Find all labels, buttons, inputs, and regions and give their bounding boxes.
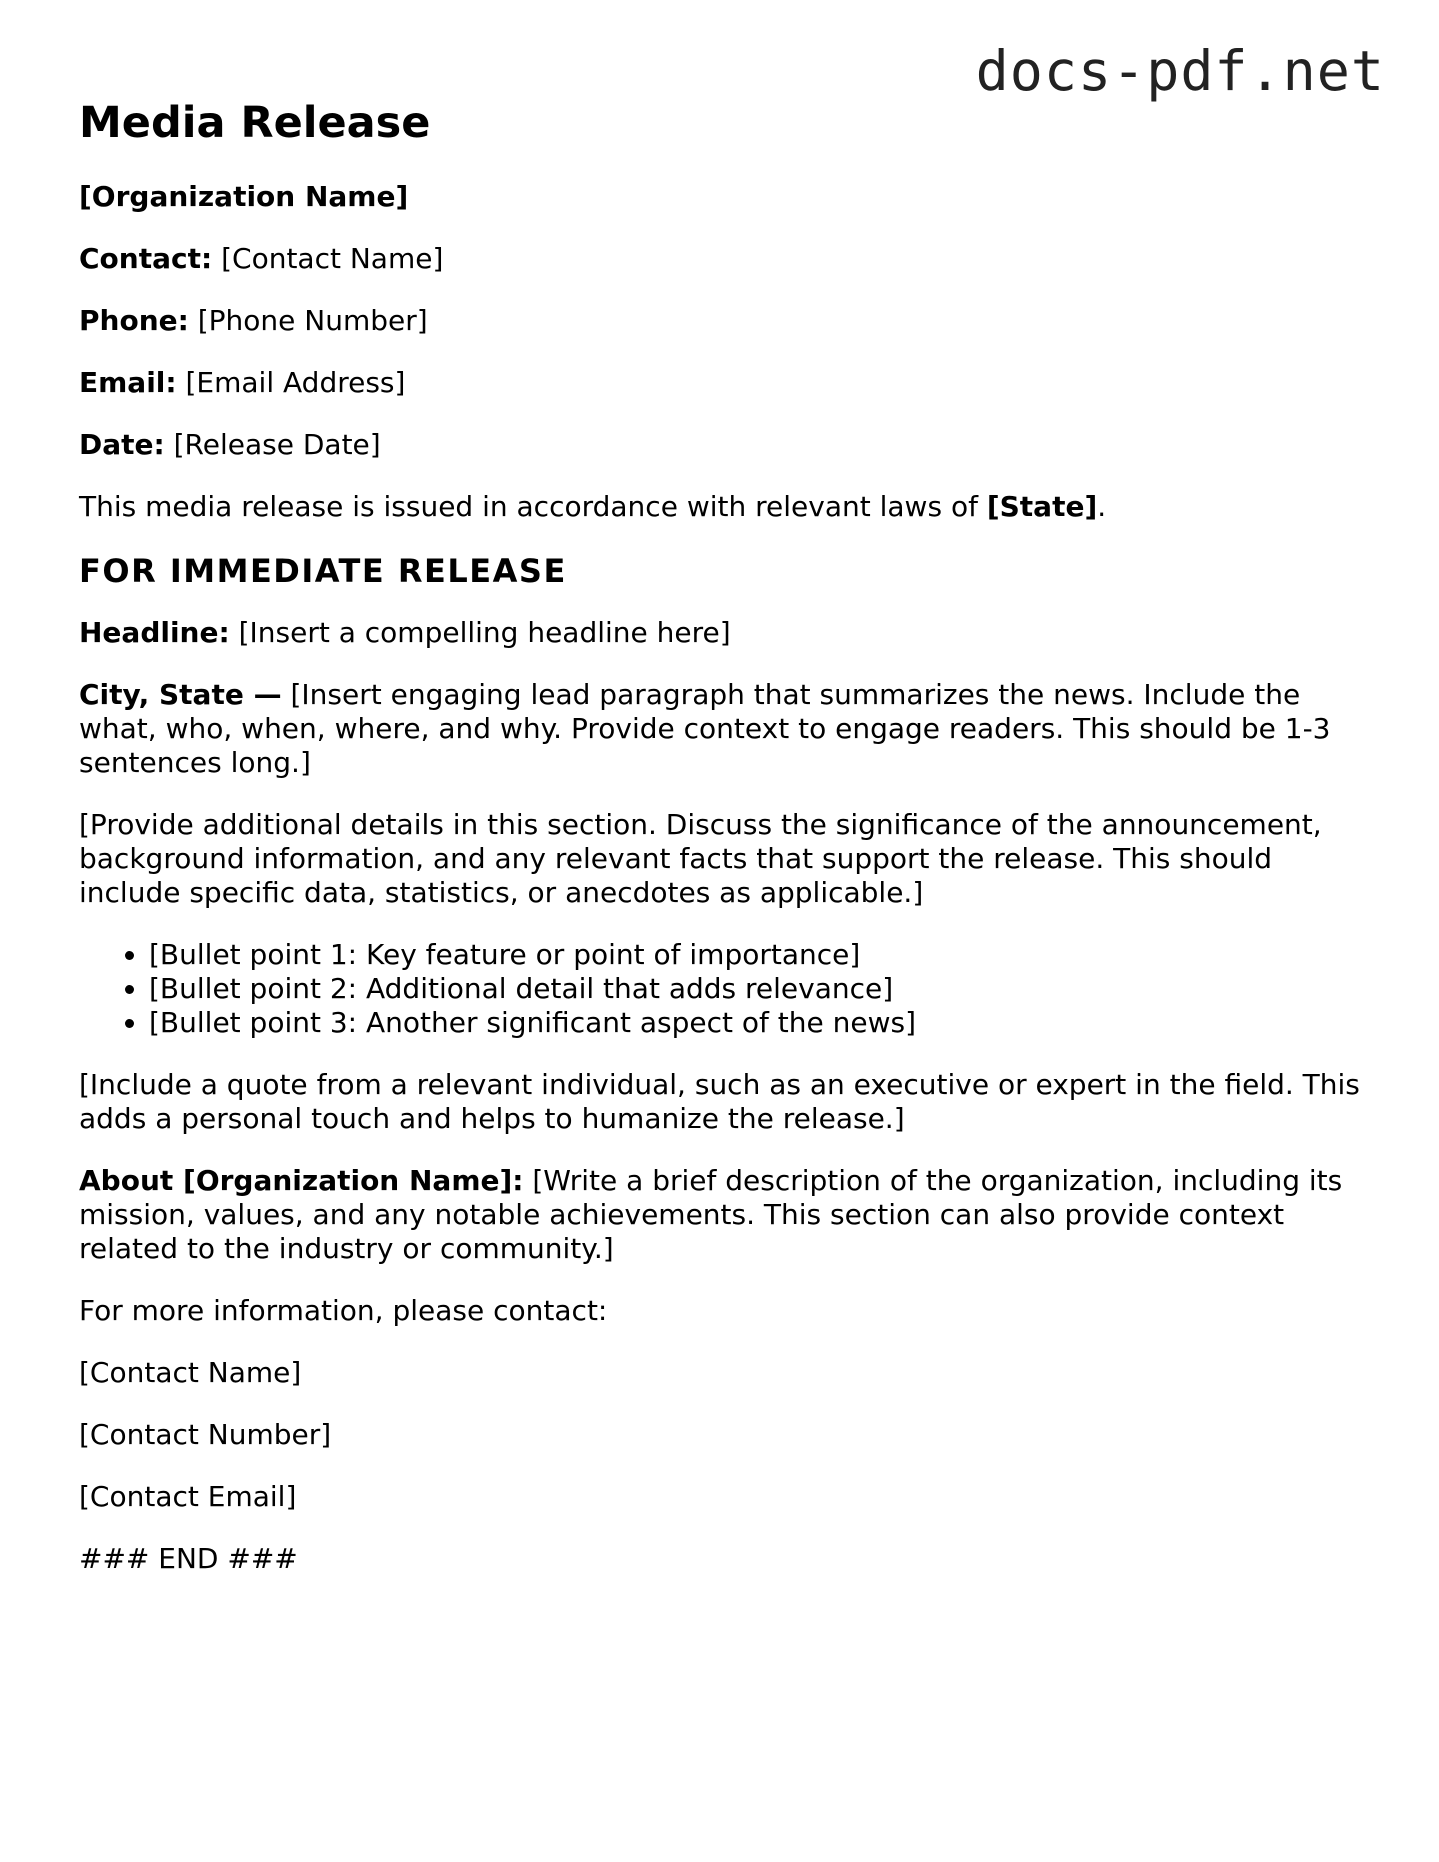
email-line <box>79 366 1369 400</box>
list-item: • [Bullet point 2: Additional detail that adds relevance] <box>149 972 1369 1006</box>
phone-label: Phone: <box>79 304 189 337</box>
about-paragraph <box>79 1164 1369 1266</box>
list-item: • [Bullet point 1: Key feature or point of importance] <box>149 938 1369 972</box>
document-body <box>79 180 1369 1604</box>
footer-contact-name: [Contact Name] <box>79 1356 302 1389</box>
watermark: docs-pdf.net <box>975 39 1385 103</box>
organization-name: [Organization Name] <box>79 180 409 213</box>
more-info-line: For more information, please contact: <box>79 1294 608 1327</box>
phone-value: [Phone Number] <box>188 304 428 337</box>
state-placeholder: [State] <box>986 490 1098 523</box>
about-text: [Write a brief description of the organization, including its mission, values, and any notable achievements. This section can also provide context related to the industry or community.] <box>79 1164 1343 1265</box>
headline-value: [Insert a compelling headline here] <box>229 616 731 649</box>
date-value: [Release Date] <box>164 428 381 461</box>
lead-paragraph <box>79 678 1369 780</box>
contact-label: Contact: <box>79 242 213 275</box>
quote-paragraph: [Include a quote from a relevant individual, such as an executive or expert in the field. This adds a personal touch and helps to humanize the release.] <box>79 1068 1360 1135</box>
contact-value: [Contact Name] <box>212 242 444 275</box>
contact-line <box>79 242 1369 276</box>
date-line <box>79 428 1369 462</box>
lead-text: [Insert engaging lead paragraph that summarizes the news. Include the what, who, when, where, and why. Provide context to engage readers. This should be 1-3 sentences long.] <box>79 678 1331 779</box>
section-heading: FOR IMMEDIATE RELEASE <box>79 552 567 590</box>
end-marker: ### END ### <box>79 1542 298 1575</box>
date-label: Date: <box>79 428 165 461</box>
headline-label: Headline: <box>79 616 230 649</box>
list-item: • [Bullet point 3: Another significant aspect of the news] <box>149 1006 1369 1040</box>
footer-contact-email: [Contact Email] <box>79 1480 297 1513</box>
compliance-statement: This media release is issued in accordance with relevant laws of [State]. <box>79 490 1107 523</box>
bullet-list <box>79 938 1369 1040</box>
dateline-label: City, State — <box>79 678 282 711</box>
email-label: Email: <box>79 366 177 399</box>
headline-line <box>79 616 1369 650</box>
page-title: Media Release <box>79 98 431 148</box>
about-label: About [Organization Name]: <box>79 1164 524 1197</box>
details-paragraph: [Provide additional details in this section. Discuss the significance of the announcement, background information, and any relevant facts that support the release. This should include specific data, statistics, or anecdotes as applicable.] <box>79 808 1322 909</box>
phone-line <box>79 304 1369 338</box>
email-value: [Email Address] <box>176 366 406 399</box>
footer-contact-number: [Contact Number] <box>79 1418 332 1451</box>
